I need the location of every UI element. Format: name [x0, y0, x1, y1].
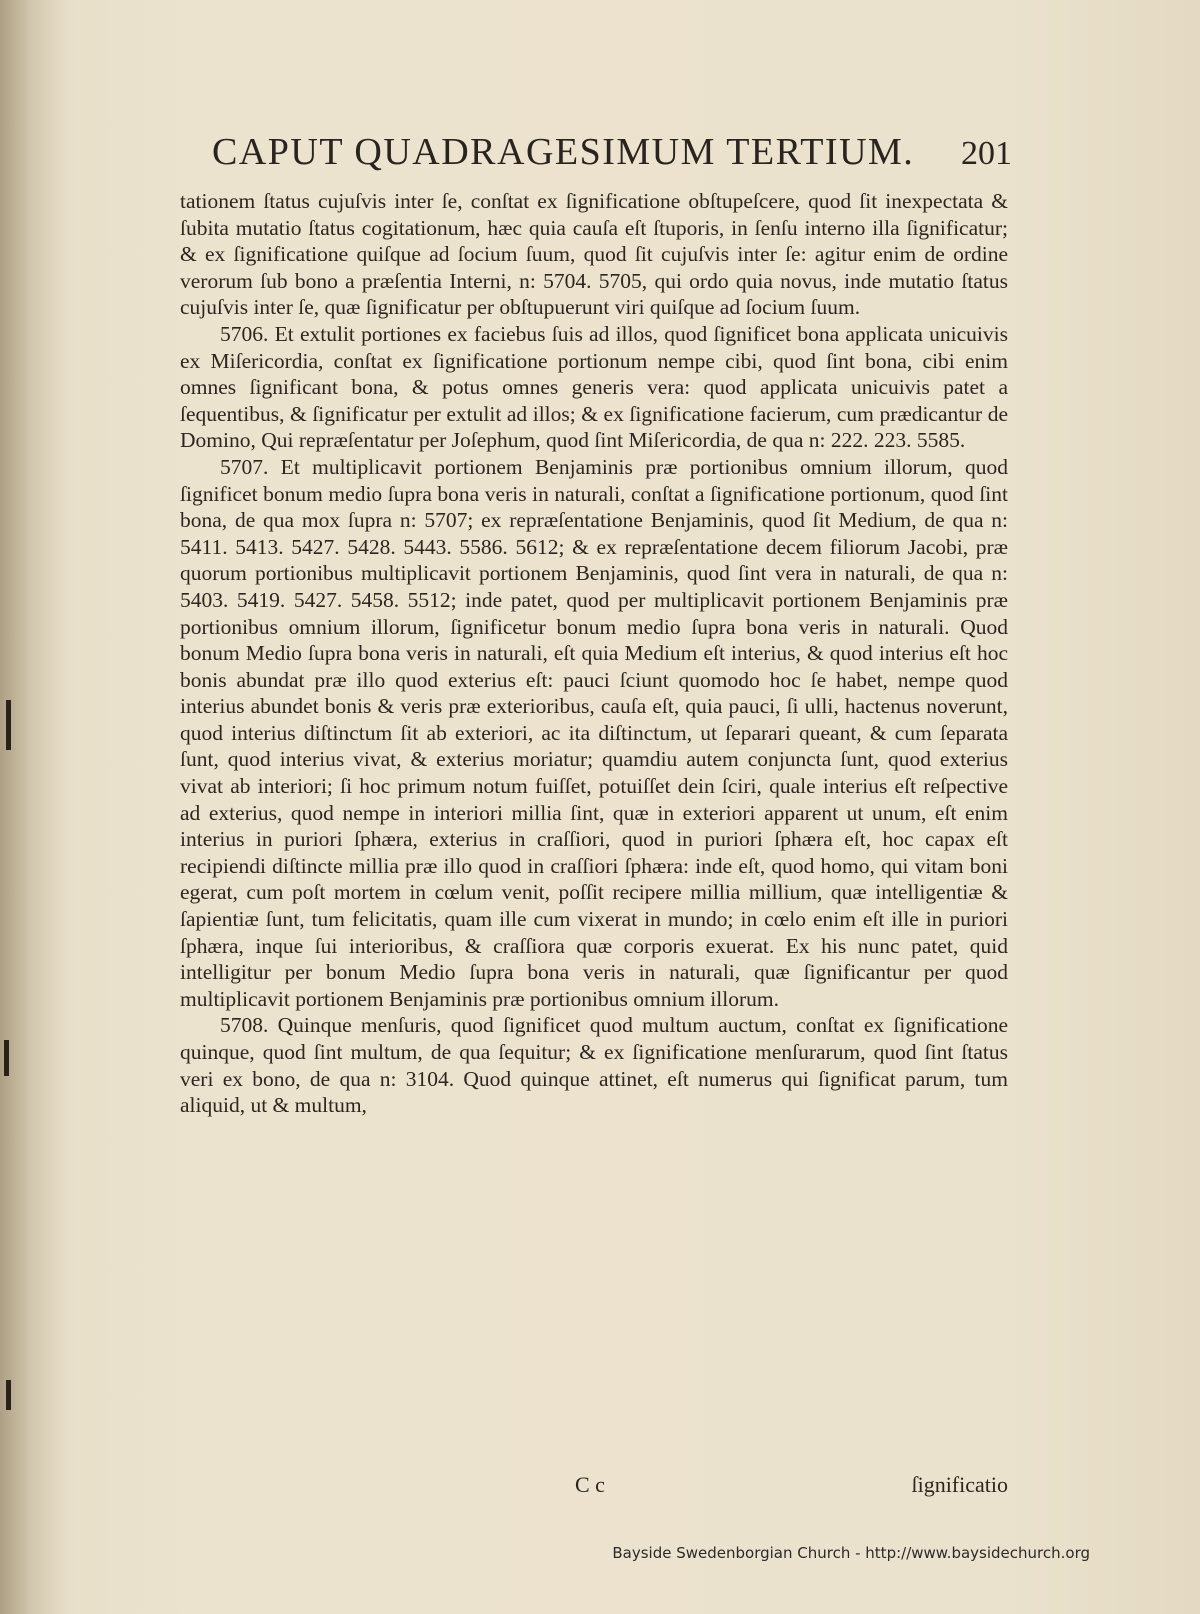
edge-mark — [6, 1380, 11, 1410]
paragraph-continuation: tationem ſtatus cujuſvis inter ſe, conſtat ex ſignificatione obſtupeſcere, quod ſit inexpectata & ſubita mutatio ſtatus cogitationum, hæc quia cauſa eſt ſtuporis, in ſenſu interno illa ſignificatur; & ex ſignificatione quiſque ad ſocium ſuum, quod ſit cujuſvis inter ſe: agitur enim de ordine verorum ſub bono a præſentia Interni, n: 5704. 5705, qui ordo quia novus, inde mutatio ſtatus cujuſvis inter ſe, quæ ſignificatur per obſtupuerunt viri quiſque ad ſocium ſuum. — [180, 189, 1008, 320]
signature-mark: C c — [575, 1472, 605, 1497]
paragraph-5707: 5707. Et multiplicavit portionem Benjaminis præ portionibus omnium illorum, quod ſignificet bonum medio ſupra bona veris in naturali, conſtat a ſignificatione portionum, quod ſint bona, de qua mox ſupra n: 5707; ex repræſentatione Benjaminis, quod ſit Medium, de qua n: 5411. 5413. 5427. 5428. 5443. 5586. 5612; & ex repræſentatione decem filiorum Jacobi, præ quorum portionibus multiplicavit portionem Benjaminis, quod ſint vera in naturali, de qua n: 5403. 5419. 5427. 5458. 5512; inde patet, quod per multiplicavit portionem Benjaminis præ portionibus omnium illorum, ſignificetur bonum medio ſupra bona veris in naturali. Quod bonum Medio ſupra bona veris in naturali, eſt quia Medium eſt interius, & quod interius eſt hoc bonis abundat præ illo quod exterius eſt: pauci ſciunt quomodo hoc ſe habet, nempe quod interius abundet bonis & veris præ exterioribus, cauſa eſt, quia pauci, ſi ulli, hactenus noverunt, quod interius diſtinctum ſit ab exteriori, ac ita diſtinctum, ut ſeparari queant, & cum ſeparata ſunt, quod interius vivat, & exterius moriatur; quamdiu autem conjuncta ſunt, quod exterius vivat ab interiori; ſi hoc primum notum fuiſſet, potuiſſet dein ſciri, quale interius eſt reſpective ad exterius, quod nempe in interiori millia ſint, quæ in exteriori apparent ut unum, eſt enim interius in puriori ſphæra, exterius in craſſiori, quod in puriori ſphæra eſt, hoc capax eſt recipiendi diſtincte millia præ illo quod in craſſiori ſphæra: inde eſt, quod homo, qui vitam boni egerat, cum poſt mortem in cœlum venit, poſſit recipere millia millium, quæ intelligentiæ & ſapientiæ ſunt, tum felicitatis, quam ille cum vixerat in mundo; in cœlo enim eſt ille in puriori ſphæra, inque ſui interioribus, & craſſiora quæ corporis exuerat. Ex his nunc patet, quid intelligitur per bonum Medio ſupra bona veris in naturali, quæ ſignificantur per quod multiplicavit portionem Benjaminis præ portionibus omnium illorum. — [180, 454, 1008, 1011]
paragraph-5706: 5706. Et extulit portiones ex faciebus ſuis ad illos, quod ſignificet bona applicata unicuivis ex Miſericordia, conſtat ex ſignificatione portionum nempe cibi, quod ſint bona, cibi enim omnes ſignificant bona, & potus omnes generis vera: quod applicata unicuivis patet a ſequentibus, & ſignificatur per extulit ad illos; & ex ſignificatione facierum, cum prædicantur de Domino, Qui repræſentatur per Joſephum, quod ſint Miſericordia, de qua n: 222. 223. 5585. — [180, 321, 1008, 453]
page-number: 201 — [961, 135, 1012, 172]
page-footer — [180, 1472, 1008, 1502]
edge-mark — [4, 1040, 9, 1076]
catchword: ſignificatio — [911, 1472, 1008, 1497]
page-header — [212, 130, 1012, 180]
edge-mark — [6, 700, 11, 750]
binding-shadow — [0, 0, 70, 1614]
body-text — [180, 188, 1008, 1119]
running-title: CAPUT QUADRAGESIMUM TERTIUM. — [212, 131, 915, 173]
paragraph-5708: 5708. Quinque menſuris, quod ſignificet quod multum auctum, conſtat ex ſignificatione quinque, quod ſint multum, de qua ſequitur; & ex ſignificatione menſurarum, quod ſint ſtatus veri ex bono, de qua n: 3104. Quod quinque attinet, eſt numerus qui ſignificat parum, tum aliquid, ut & multum, — [180, 1013, 1008, 1118]
watermark: Bayside Swedenborgian Church - http://www.baysidechurch.org — [612, 1544, 1090, 1562]
